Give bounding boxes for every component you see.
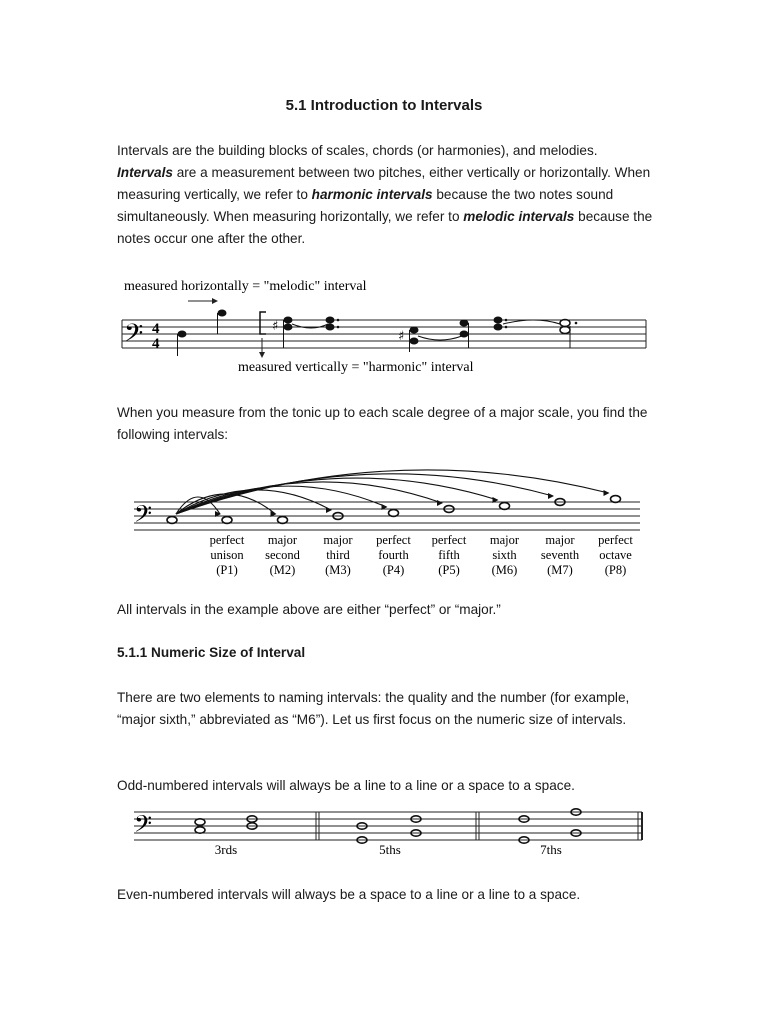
term-harmonic-intervals: harmonic intervals [311,187,433,202]
interval-label-number: unison [210,548,244,562]
interval-label-abbr: (P8) [604,563,627,577]
interval-label-number: fourth [378,548,409,562]
figure-melodic-harmonic [0,270,768,380]
interval-label-abbr: (M7) [547,563,573,577]
interval-label-number: octave [599,548,632,562]
label-7ths: 7ths [540,842,562,857]
interval-label-quality: perfect [431,533,467,547]
intro-text-4: because the notes occur one after the other. [117,209,653,246]
scale-note [500,503,510,510]
arrowhead-icon [604,490,610,496]
staff-3 [134,812,642,840]
intro-text-3: because the two notes sound simultaneously. When measuring horizontally, we refer to [117,187,614,224]
arrowhead-icon [548,493,554,499]
interval-label-quality: major [489,533,520,547]
interval-labels [210,533,634,577]
term-intervals: Intervals [117,165,173,180]
interval-label-quality: perfect [209,533,245,547]
interval-label-number: sixth [492,548,517,562]
staff-1 [122,320,646,348]
svg-text:♯: ♯ [398,329,405,344]
label-melodic: measured horizontally = "melodic" interval [124,279,367,294]
even-intervals-paragraph: Even-numbered intervals will always be a space to a line or a line to a space. [117,887,581,902]
label-3rds: 3rds [214,842,238,857]
summary-paragraph: All intervals in the example above are either “perfect” or “major.” [117,602,501,617]
interval-label-abbr: (M2) [269,563,296,577]
figure-odd-intervals [0,806,768,866]
scale-note [611,496,621,503]
interval-label-abbr: (M6) [491,563,518,577]
interval-label-abbr: (P4) [382,563,405,577]
interval-label-quality: major [545,533,575,547]
term-melodic-intervals: melodic intervals [463,209,575,224]
arrowhead-icon [437,500,443,506]
interval-label-number: third [326,548,350,562]
interval-label-quality: perfect [598,533,633,547]
page-title: 5.1 Introduction to Intervals [285,97,483,114]
interval-label-number: second [265,548,300,562]
interval-label-abbr: (M3) [325,563,351,577]
interval-label-quality: major [323,533,353,547]
section-heading: 5.1.1 Numeric Size of Interval [117,645,306,660]
interval-label-quality: perfect [376,533,411,547]
intro-text-2: are a measurement between two pitches, either vertically or horizontally. When measuring vertically, we refer to [117,165,651,202]
time-signature-bottom: 4 [152,336,160,352]
figure-major-scale-intervals [0,452,768,587]
bass-clef-icon: 𝄢 [134,810,153,843]
scale-paragraph: When you measure from the tonic up to each scale degree of a major scale, you find the following intervals: [117,405,648,442]
numeric-size-paragraph: There are two elements to naming intervals: the quality and the number (for example, “major sixth,” abbreviated as “M6”). Let us first focus on the numeric size of intervals. [117,690,630,727]
scale-note [389,510,399,517]
interval-label-number: fifth [438,548,460,562]
interval-label-quality: major [267,533,298,547]
interval-label-abbr: (P5) [438,563,460,577]
tonic-note [167,517,177,524]
arrowhead-icon [326,507,332,513]
scale-note [222,517,232,524]
bass-clef-icon: 𝄢 [124,319,144,354]
bass-clef-icon: 𝄢 [134,500,153,533]
label-5ths: 5ths [379,842,401,857]
interval-label-number: seventh [540,548,580,562]
scale-note [278,517,288,524]
melodic-arrow-icon [188,298,218,304]
label-harmonic: measured vertically = "harmonic" interval [238,360,474,375]
intro-paragraph [117,140,657,250]
svg-text:♯: ♯ [272,319,279,334]
time-signature-top: 4 [152,321,160,337]
intro-text-1: Intervals are the building blocks of scales, chords (or harmonies), and melodies. [117,143,598,158]
staff-2 [134,502,640,530]
odd-intervals-paragraph: Odd-numbered intervals will always be a line to a line or a space to a space. [117,778,575,793]
interval-arc [176,486,387,514]
melodic-notes [178,310,227,357]
interval-label-abbr: (P1) [216,563,238,577]
